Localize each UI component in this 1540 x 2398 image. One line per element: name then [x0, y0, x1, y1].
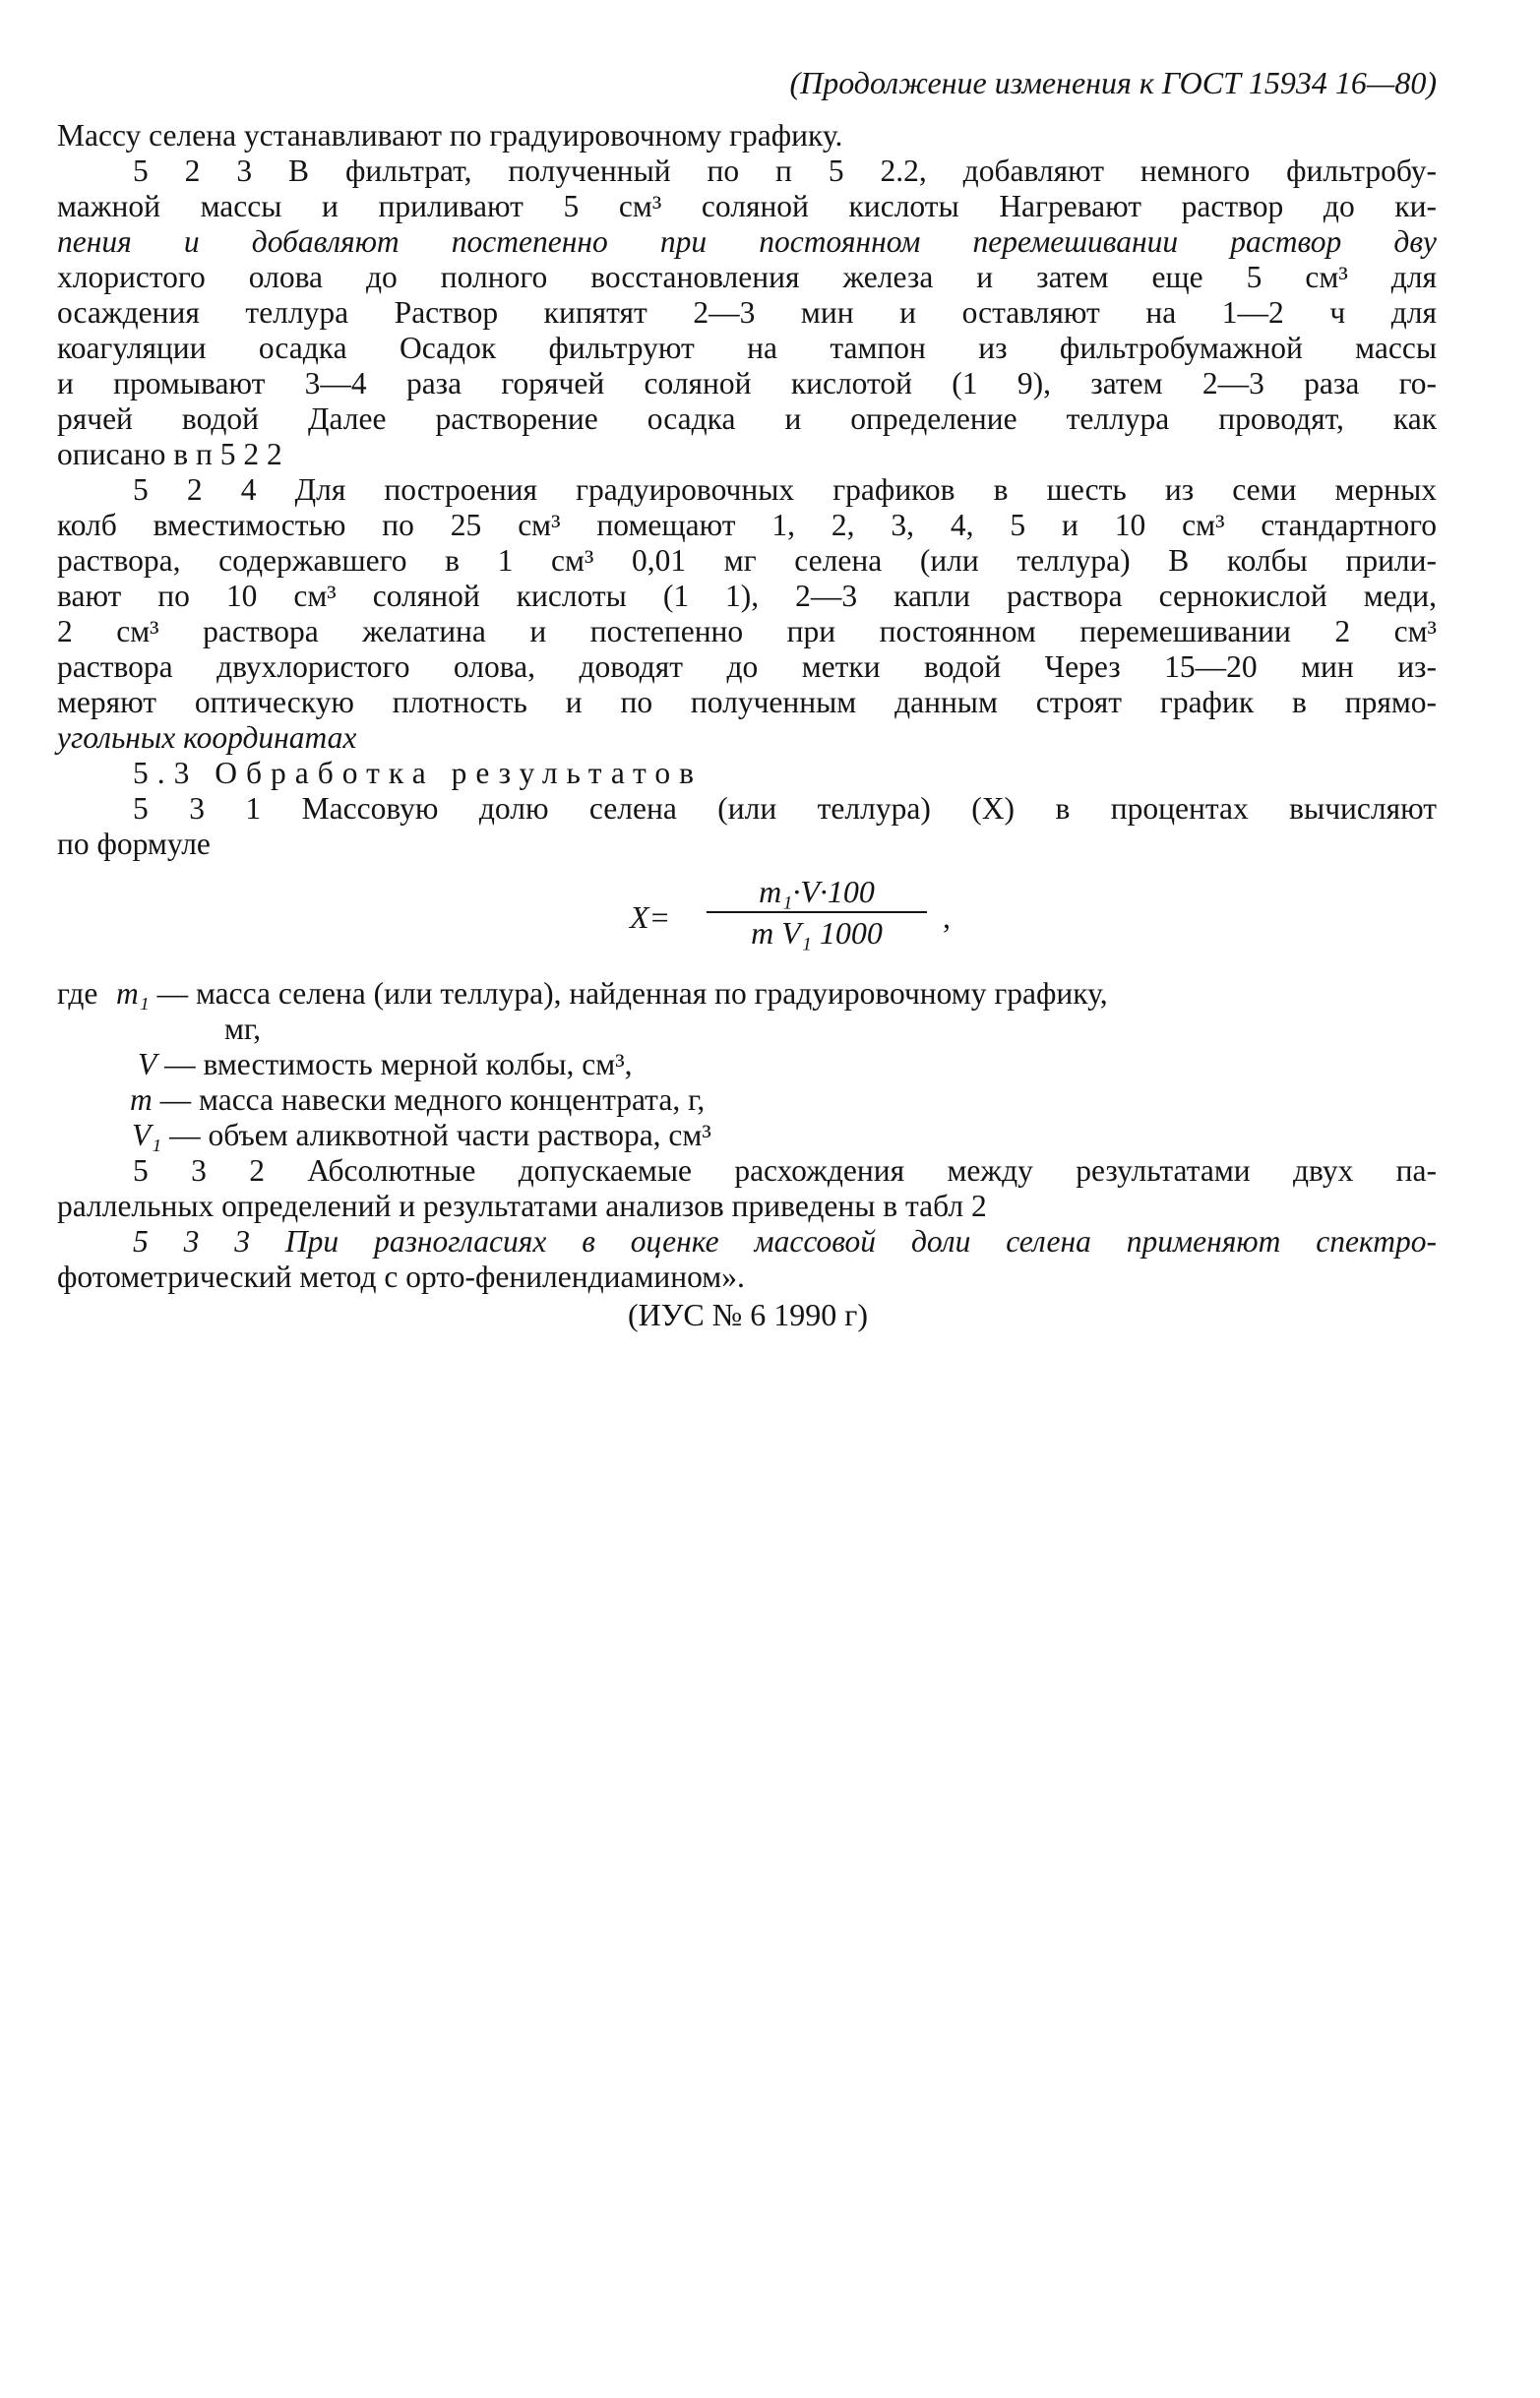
text-line: 2 см³ раствора желатина и постепенно при постоянном перемешивании 2 см³ [57, 614, 1437, 648]
formula-lhs: X= [630, 899, 671, 935]
page-header: (Продолжение изменения к ГОСТ 15934 16—80) [789, 65, 1437, 100]
text-line: Массу селена устанавливают по градуировочному графику. [57, 118, 843, 153]
definition-symbol: V [138, 1047, 157, 1081]
text-line: рячей водой Далее растворение осадка и определение теллура проводят, как [57, 401, 1437, 436]
text-line: раствора, содержавшего в 1 см³ 0,01 мг селена (или теллура) В колбы прили- [57, 543, 1437, 578]
definition-item [116, 976, 1108, 1012]
definition-text: — вместимость мерной колбы, см³, [164, 1047, 633, 1081]
text-line: коагуляции осадка Осадок фильтруют на тампон из фильтробумажной массы [57, 331, 1437, 365]
definition-text: — масса навески медного концентрата, г, [159, 1082, 706, 1117]
text-line: 5 2 4 Для построения градуировочных графиков в шесть из семи мерных [133, 472, 1437, 507]
definition-text: мг, [224, 1012, 262, 1046]
definition-item [224, 1012, 261, 1047]
source-note: (ИУС № 6 1990 г) [627, 1297, 869, 1332]
definition-item [130, 1082, 705, 1118]
text-line: и промывают 3—4 раза горячей соляной кислотой (1 9), затем 2—3 раза го- [57, 366, 1437, 400]
text-line: описано в п 5 2 2 [57, 437, 282, 471]
definition-text: — объем аликвотной части раствора, см³ [169, 1118, 711, 1152]
formula-numerator: m₁·V·100 [759, 874, 875, 909]
definition-item [138, 1047, 633, 1082]
text-line: осаждения теллура Раствор кипятят 2—3 мин и оставляют на 1—2 ч для [57, 295, 1437, 330]
text-line: по формуле [57, 827, 211, 861]
definition-symbol: m [130, 1082, 153, 1117]
formula-comma: , [943, 899, 951, 935]
definition-item [132, 1118, 711, 1153]
text-line: хлористого олова до полного восстановления железа и затем еще 5 см³ для [57, 260, 1437, 294]
text-line: мажной массы и приливают 5 см³ соляной кислоты Нагревают раствор до ки- [57, 189, 1437, 223]
text-line: меряют оптическую плотность и по полученным данным строят график в прямо- [57, 685, 1437, 719]
text-line: 5 2 3 В фильтрат, полученный по п 5 2.2, добавляют немного фильтробу- [133, 154, 1437, 188]
definition-symbol: V₁ [132, 1118, 162, 1152]
text-line: раллельных определений и результатами анализов приведены в табл 2 [57, 1189, 987, 1223]
formula-denominator: m V₁ 1000 [751, 915, 883, 951]
text-line: раствора двухлористого олова, доводят до метки водой Через 15—20 мин из- [57, 649, 1437, 684]
definition-symbol: m₁ [116, 976, 150, 1011]
definitions-intro: где [57, 976, 98, 1011]
text-line: фотометрический метод с орто-фенилендиамином». [57, 1260, 745, 1294]
text-line: 5 3 2 Абсолютные допускаемые расхождения между результатами двух па- [133, 1153, 1437, 1188]
formula [630, 874, 964, 962]
definition-text: — масса селена (или теллура), найденная по градуировочному графику, [156, 976, 1108, 1011]
text-line: колб вместимостью по 25 см³ помещают 1, 2, 3, 4, 5 и 10 см³ стандартного [57, 508, 1437, 542]
text-line: угольных координатах [57, 720, 357, 755]
text-line: пения и добавляют постепенно при постоянном перемешивании раствор дву [57, 224, 1437, 259]
text-line: 5 3 1 Массовую долю селена (или теллура) (X) в процентах вычисляют [133, 791, 1437, 826]
text-line: вают по 10 см³ соляной кислоты (1 1), 2—3 капли раствора сернокислой меди, [57, 579, 1437, 613]
fraction-bar [707, 911, 927, 913]
text-line: 5 3 3 При разногласиях в оценке массовой доли селена применяют спектро- [133, 1224, 1437, 1259]
section-heading: 5.3 Обработка результатов [133, 756, 704, 790]
